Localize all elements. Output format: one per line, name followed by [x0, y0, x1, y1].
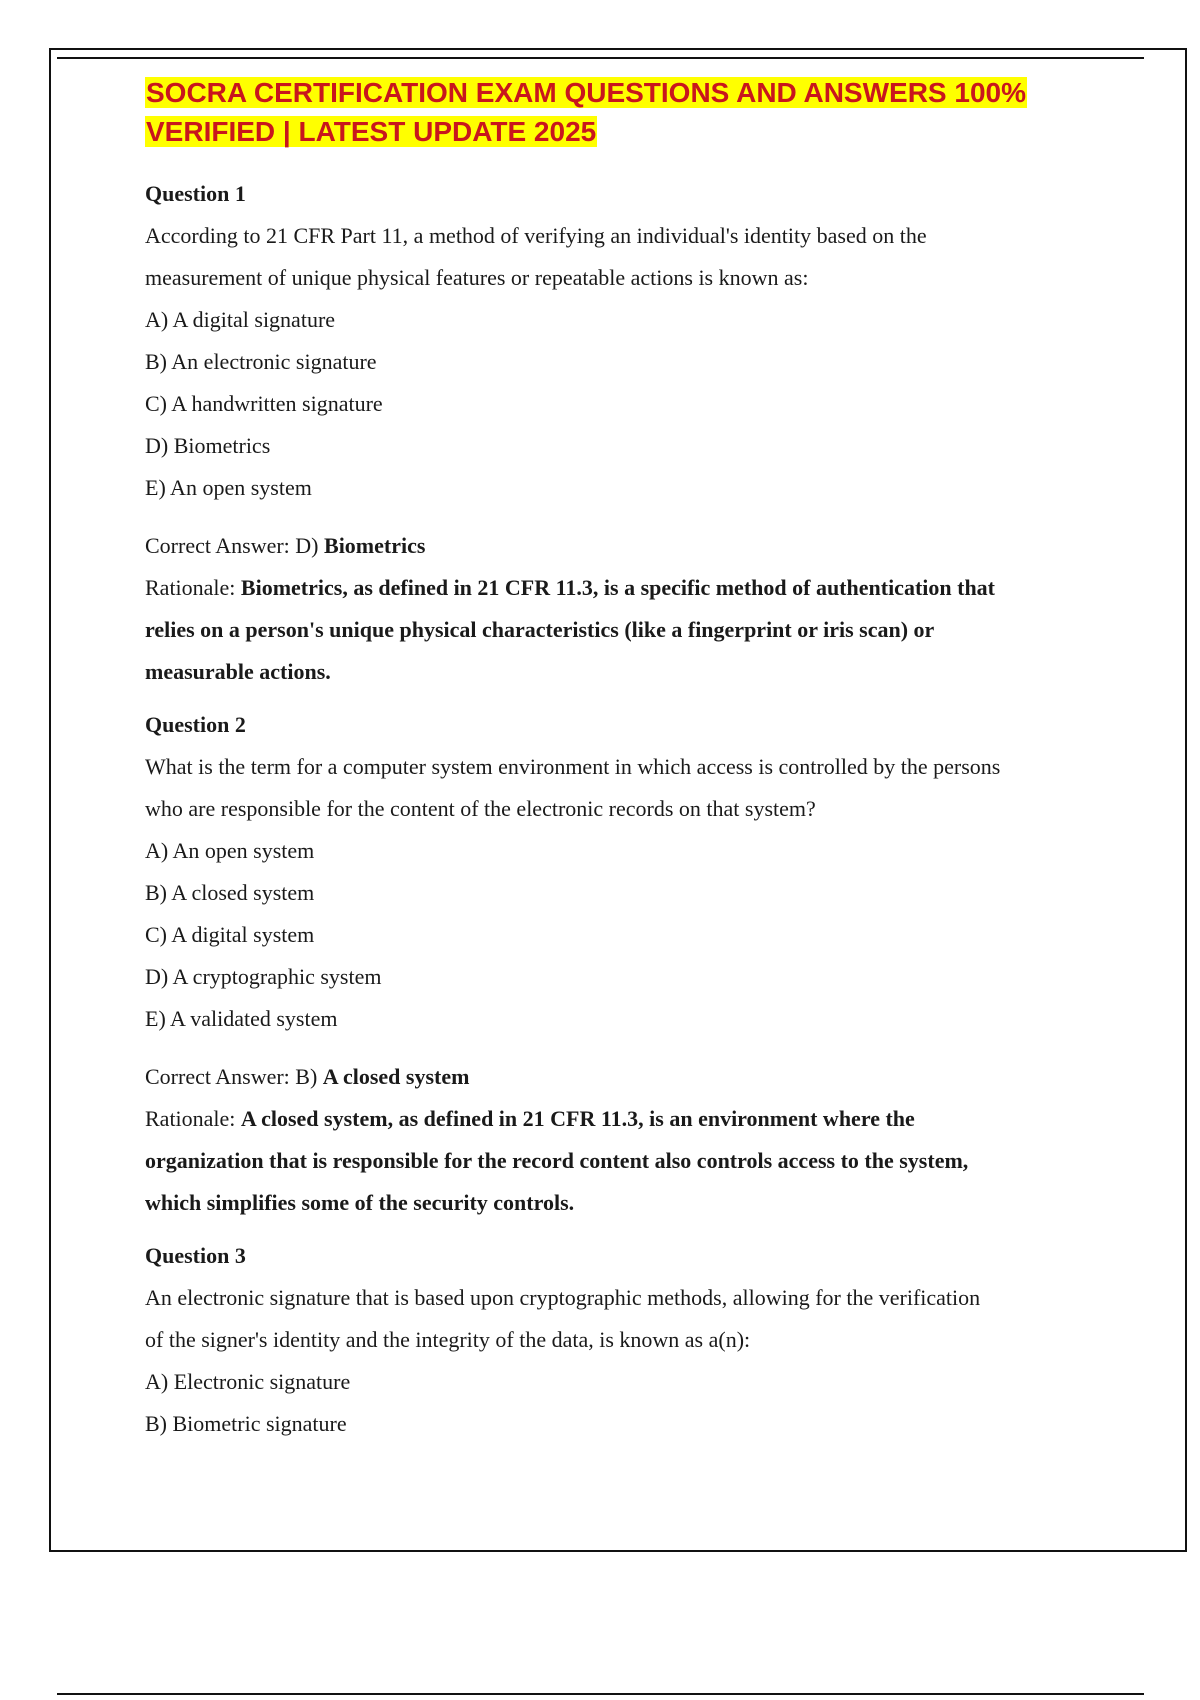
rationale [145, 567, 1105, 609]
question-text-line: An electronic signature that is based upon cryptographic methods, allowing for the verification [145, 1285, 981, 1310]
bottom-rule [57, 1693, 1144, 1695]
rationale [145, 1182, 1105, 1224]
title-line-1: SOCRA CERTIFICATION EXAM QUESTIONS AND ANSWERS 100% [146, 77, 1027, 108]
correct-answer-prefix: Correct Answer: B) [145, 1064, 323, 1089]
question-text-line: measurement of unique physical features or repeatable actions is known as: [145, 265, 809, 290]
question-block-1 [145, 180, 1105, 693]
correct-answer-value: Biometrics [324, 533, 426, 558]
answer-option: B) Biometric signature [145, 1411, 347, 1436]
answer-option: A) A digital signature [145, 307, 336, 332]
answer-option: D) A cryptographic system [145, 964, 382, 989]
document-body [145, 73, 1105, 1445]
question-heading: Question 2 [145, 712, 246, 737]
answer-option: C) A handwritten signature [145, 391, 383, 416]
question-block-2 [145, 711, 1105, 1224]
answer-option: C) A digital system [145, 922, 315, 947]
question-heading: Question 3 [145, 1243, 246, 1268]
correct-answer [145, 525, 1105, 567]
rationale-line: A closed system, as defined in 21 CFR 11.3, is an environment where the [240, 1106, 915, 1131]
correct-answer-value: A closed system [322, 1064, 470, 1089]
title-line-2: VERIFIED | LATEST UPDATE 2025 [146, 116, 597, 147]
rationale [145, 1140, 1105, 1182]
rationale [145, 651, 1105, 693]
rationale-line: measurable actions. [145, 659, 331, 684]
correct-answer-prefix: Correct Answer: D) [145, 533, 325, 558]
rationale-line: which simplifies some of the security controls. [145, 1190, 575, 1215]
rationale-prefix: Rationale: [145, 575, 241, 600]
rationale-line: relies on a person's unique physical characteristics (like a fingerprint or iris scan) or [145, 617, 935, 642]
question-block-3 [145, 1242, 1105, 1445]
rationale-prefix: Rationale: [145, 1106, 241, 1131]
answer-option: B) An electronic signature [145, 349, 377, 374]
question-text-line: What is the term for a computer system environment in which access is controlled by the persons [145, 754, 1001, 779]
correct-answer [145, 1056, 1105, 1098]
answer-option: A) An open system [145, 838, 315, 863]
answer-option: E) A validated system [145, 1006, 338, 1031]
document-title [145, 73, 1105, 151]
question-heading: Question 1 [145, 181, 246, 206]
answer-option: D) Biometrics [145, 433, 271, 458]
top-rule [57, 57, 1144, 59]
answer-option: E) An open system [145, 475, 312, 500]
rationale-line: Biometrics, as defined in 21 CFR 11.3, is a specific method of authentication that [240, 575, 996, 600]
question-text-line: of the signer's identity and the integrity of the data, is known as a(n): [145, 1327, 751, 1352]
answer-option: A) Electronic signature [145, 1369, 351, 1394]
question-text-line: who are responsible for the content of the electronic records on that system? [145, 796, 816, 821]
rationale-line: organization that is responsible for the record content also controls access to the system, [145, 1148, 969, 1173]
rationale [145, 1098, 1105, 1140]
question-text-line: According to 21 CFR Part 11, a method of verifying an individual's identity based on the [145, 223, 927, 248]
rationale [145, 609, 1105, 651]
answer-option: B) A closed system [145, 880, 315, 905]
